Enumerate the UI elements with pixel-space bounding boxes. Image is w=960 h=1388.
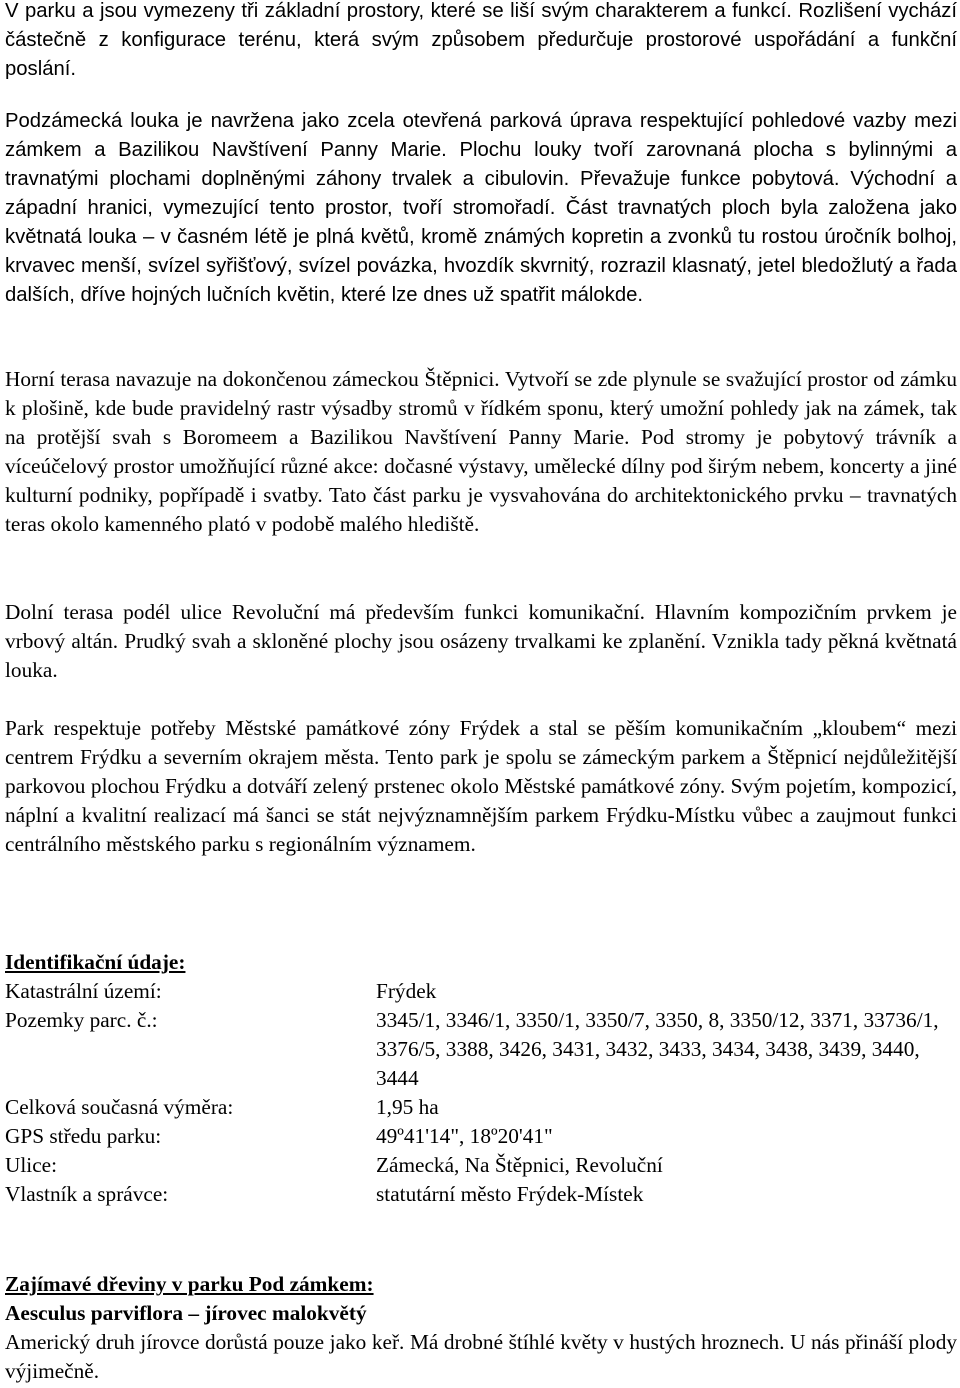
ident-label: Katastrální území: bbox=[5, 979, 162, 1003]
ident-value: statutární město Frýdek-Místek bbox=[376, 1182, 644, 1206]
paragraph-park-respektuje: Park respektuje potřeby Městské památkové zóny Frýdek a stal se pěším komunikačním „kloubem“ mezi centrem Frýdku a severním okrajem města. Tento park je spolu se zámeckým parkem a Štěpnicí nejdůležitější parkovou plochou Frýdku a dotváří zelený prstenec okolo Městské památkové zóny. Svým pojetím, kompozicí, náplní a kvalitní realizací má šanci se stát nejvýznamnějším parkem Frýdku-Místku vůbec a zaujmout funkci centrálního městského parku s regionálním významem. bbox=[5, 716, 957, 856]
ident-label: Vlastník a správce: bbox=[5, 1182, 169, 1206]
trees-heading: Zajímavé dřeviny v parku Pod zámkem: bbox=[5, 1272, 374, 1296]
paragraph-intro: V parku a jsou vymezeny tři základní prostory, které se liší svým charakterem a funkcí. Rozlišení vychází částečně z konfigurace terénu, která svým způsobem předurčuje prostorové uspořádání a funkční poslání. bbox=[5, 0, 957, 80]
ident-label: GPS středu parku: bbox=[5, 1124, 162, 1148]
species-name: Aesculus parviflora – jírovec malokvětý bbox=[5, 1301, 367, 1325]
paragraph-horni-terasa: Horní terasa navazuje na dokončenou zámeckou Štěpnici. Vytvoří se zde plynule se svažující prostor od zámku k plošině, kde bude pravidelný rastr výsadby stromů v řídkém sponu, který umožní pohledy jak na zámek, tak na protější svah s Boromeem a Bazilikou Navštívení Panny Marie. Pod stromy je pobytový trávník a víceúčelový prostor umožňující různé akce: dočasné výstavy, umělecké dílny pod širým nebem, koncerty a jiné kulturní podniky, popřípadě i svatby. Tato část parku je vysvahována do architektonického prvku – travnatých teras okolo kamenného plató v podobě malého hlediště. bbox=[5, 367, 957, 536]
paragraph-dolni-terasa: Dolní terasa podél ulice Revoluční má především funkci komunikační. Hlavním kompozičním prvkem je vrbový altán. Prudký svah a skloněné plochy jsou osázeny trvalkami ke zplanění. Vznikla tady pěkná květnatá louka. bbox=[5, 600, 957, 682]
identification-heading: Identifikační údaje: bbox=[5, 950, 186, 974]
species-description: Americký druh jírovce dorůstá pouze jako keř. Má drobné štíhlé květy v hustých hroznech. U nás přináší plody výjimečně. bbox=[5, 1330, 957, 1383]
ident-value: 3345/1, 3346/1, 3350/1, 3350/7, 3350, 8, 3350/12, 3371, 33736/1, 3376/5, 3388, 3426, 3431, 3432, 3433, 3434, 3438, 3439, 3440, 3444 bbox=[376, 1008, 939, 1090]
ident-value: Zámecká, Na Štěpnici, Revoluční bbox=[376, 1153, 663, 1177]
ident-label: Pozemky parc. č.: bbox=[5, 1008, 158, 1032]
ident-label: Celková současná výměra: bbox=[5, 1095, 234, 1119]
ident-value: Frýdek bbox=[376, 979, 437, 1003]
ident-value: 49º41'14", 18º20'41" bbox=[376, 1124, 553, 1148]
paragraph-podzamecka-louka: Podzámecká louka je navržena jako zcela otevřená parková úprava respektující pohledové vazby mezi zámkem a Bazilikou Navštívení Panny Marie. Plochu louky tvoří zarovnaná plocha s bylinnými a travnatými plochami doplněnými záhony trvalek a cibulovin. Převažuje funkce pobytová. Východní a západní hranici, vymezující tento prostor, tvoří stromořadí. Část travnatých ploch byla založena jako květnatá louka – v časném létě je plná květů, kromě známých kopretin a zvonků tu rostou úročník bolhoj, krvavec menší, svízel syřišťový, svízel povázka, hvozdík skvrnitý, rozrazil klasnatý, jetel bledožlutý a řada dalších, dříve hojných lučních květin, které lze dnes už spatřit málokde. bbox=[5, 110, 957, 306]
ident-label: Ulice: bbox=[5, 1153, 58, 1177]
ident-value: 1,95 ha bbox=[376, 1095, 439, 1119]
